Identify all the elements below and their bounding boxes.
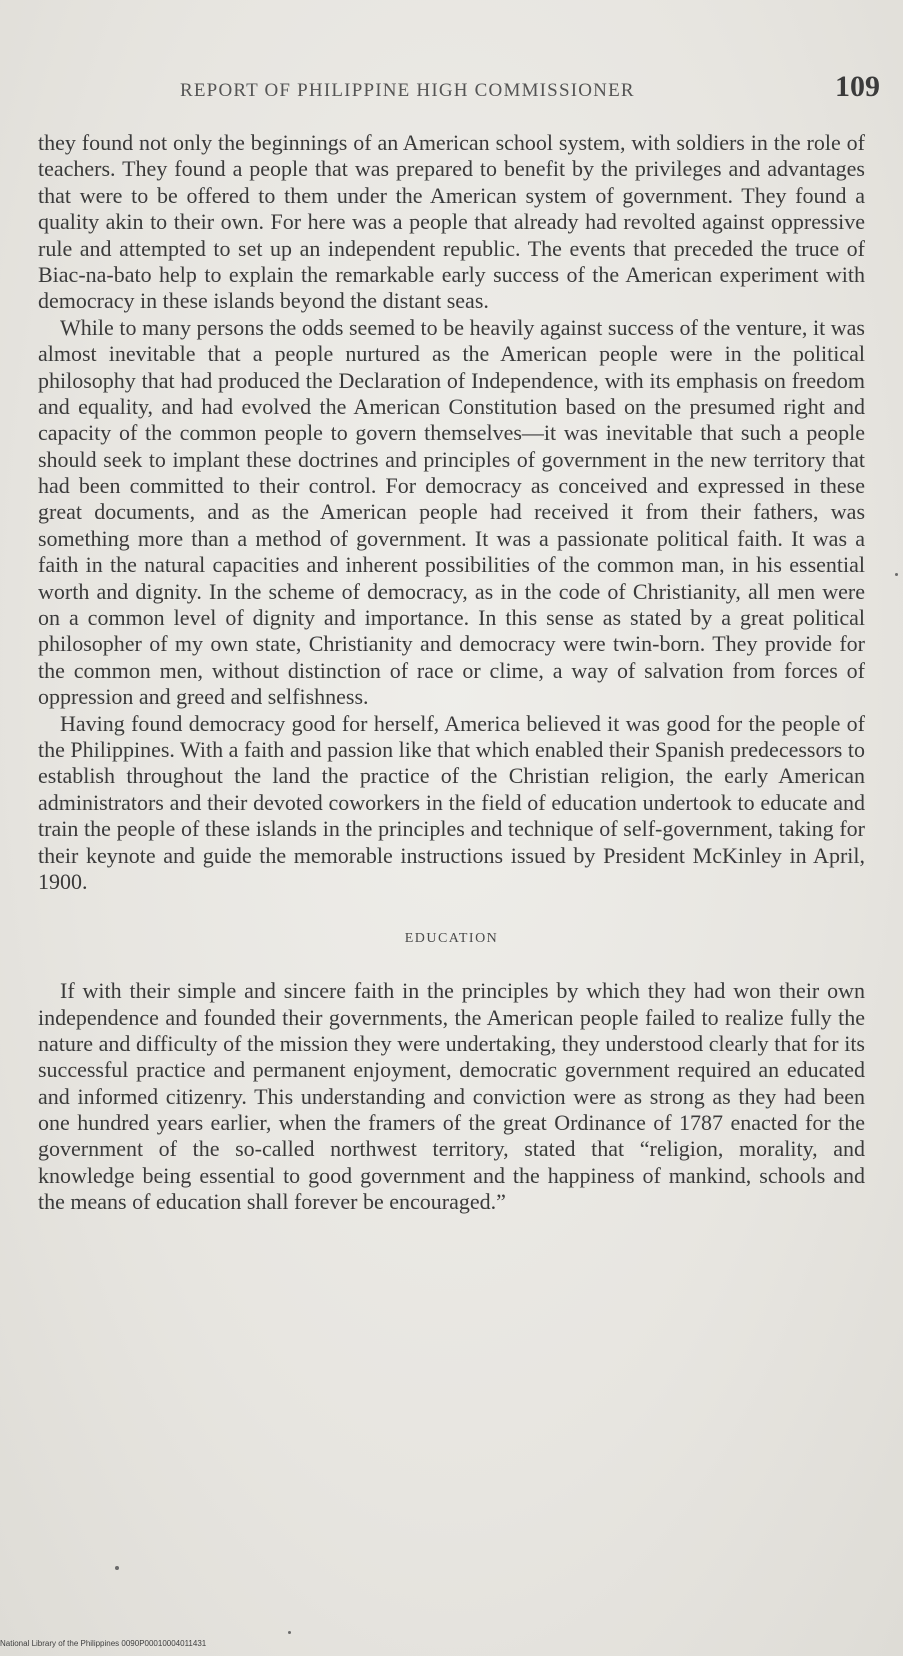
footer-note: National Library of the Philippines 0090P00010004011431: [0, 1639, 207, 1648]
body-text: [38, 130, 865, 1216]
paragraph-democracy-faith: While to many persons the odds seemed to be heavily against success of the venture, it was almost inevitable that a people nurtured as the American people were in the political philosophy that had produced the Declaration of Independence, with its emphasis on freedom and equality, and had evolved the American Constitution based on the presumed right and capacity of the common people to govern themselves—it was inevitable that such a people should seek to implant these doctrines and principles of government in the new territory that had been committed to their control. For democracy as conceived and expressed in these great documents, and as the American people had received it from their fathers, was something more than a method of government. It was a passionate political faith. It was a faith in the natural capacities and inherent possibilities of the common man, in his essential worth and dignity. In the scheme of democracy, as in the code of Christianity, all men were on a common level of dignity and importance. In this sense as stated by a great political philosopher of my own state, Christianity and democracy were twin-born. They provide for the common men, without distinction of race or clime, a way of salvation from forces of oppression and greed and selfishness.: [38, 314, 865, 710]
scan-speck: [895, 573, 898, 576]
paragraph-education: If with their simple and sincere faith in the principles by which they had won their own independence and founded their governments, the American people failed to realize fully the nature and difficulty of the mission they were undertaking, they understood clearly that for its successful practice and permanent enjoyment, democratic government required an educated and informed citizenry. This understanding and conviction were as strong as they had been one hundred years earlier, when the framers of the great Ordinance of 1787 enacted for the government of the so-called northwest territory, stated that “religion, morality, and knowledge being essential to good government and the happiness of mankind, schools and the means of education shall forever be encouraged.”: [38, 978, 865, 1215]
scan-speck: [115, 1566, 119, 1570]
section-heading: EDUCATION: [404, 931, 499, 947]
page-number: 109: [835, 70, 880, 103]
running-head: REPORT OF PHILIPPINE HIGH COMMISSIONER: [180, 80, 635, 101]
paragraph-philippines-education: Having found democracy good for herself, America believed it was good for the people of the Philippines. With a faith and passion like that which enabled their Spanish predecessors to establish throughout the land the practice of the Christian religion, the early American administrators and their devoted coworkers in the field of education undertook to educate and train the people of these islands in the principles and technique of self-government, taking for their keynote and guide the memorable instructions issued by President McKinley in April, 1900.: [38, 710, 865, 894]
paragraph-continuation: they found not only the beginnings of an American school system, with soldiers in the role of teachers. They found a people that was prepared to benefit by the privileges and advantages that were to be offered to them under the American system of government. They found a quality akin to their own. For here was a people that already had revolted against oppressive rule and attempted to set up an independent republic. The events that preceded the truce of Biac-na-bato help to explain the remarkable early success of the American experiment with democracy in these islands beyond the distant seas.: [38, 130, 865, 314]
scan-speck: [288, 1631, 291, 1634]
page-header: [120, 70, 880, 110]
